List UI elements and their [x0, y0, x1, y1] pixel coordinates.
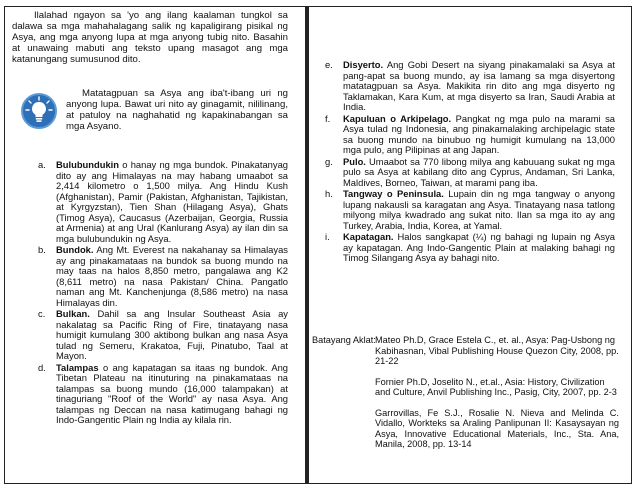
references-label: Batayang Aklat:	[312, 335, 376, 345]
reference-entry: Garrovillas, Fe S.J., Rosalie N. Nieva and Melinda C. Vidallo, Workteks sa Araling Panlipunan II: Kasaysayan ng Asya, Innovative Educational Materials, Inc., Sta. Ana, Manila, 2008, pp. 13-14	[375, 407, 619, 449]
list-item: e. Disyerto. Ang Gobi Desert na siyang pinakamalaki sa Asya at pang-apat sa buong mundo, ay isa lamang sa mga disyertong matatagpuan sa Asya. Makikita rin dito ang mga disyerto ng Taklamakan, Kara Kum, at mga disyerto sa Iran, Saudi Arabia at India.	[325, 59, 615, 112]
list-item: d. Talampas o ang kapatagan sa itaas ng bundok. Ang Tibetan Plateau na itinuturing na pinakamataas na talampas sa buong mundo (16,000 talampakan) at tinaguriang "Roof of the World" ay nasa Asya. Ang talampas ng Deccan na nasa katimugang bahagi ng Indo-Gangentic Plain ng India ay kilala rin.	[38, 361, 288, 425]
list-item: c. Bulkan. Dahil sa ang Insular Southeast Asia ay nakalatag sa Pacific Ring of Fire, tinatayang nasa humigit kumulang 300 aktibong bulkan ang nasa Asya tulad ng Semeru, Krakatoa, Fuji, Pinatubo, Taal at Mayon.	[38, 308, 288, 361]
reference-entry: Mateo Ph.D, Grace Estela C., et. al., Asya: Pag-Usbong ng Kabihasnan, Vibal Publishing House Quezon City, 2008, pp. 21-22	[375, 335, 619, 366]
references-list	[375, 335, 619, 460]
intro-paragraph: Ilalahad ngayon sa 'yo ang ilang kaalaman tungkol sa dalawa sa mga mahahalagang salik ng kapaligirang pisikal ng Asya, ang mga anyong lupa at mga anyong tubig nito. Basahin at unawaing mabuti ang teksto upang masagot ang mga katanungang sumusunod dito.	[12, 10, 288, 65]
callout-paragraph: Matatagpuan sa Asya ang iba't-ibang uri ng anyong lupa. Bawat uri nito ay ginagamit, nililinang, at patuloy na naghahatid ng kapakinabangan sa mga Asyano.	[66, 88, 288, 132]
left-landform-list	[38, 159, 288, 427]
lightbulb-icon	[20, 92, 58, 130]
right-landform-list	[325, 59, 616, 265]
list-item: h. Tangway o Peninsula. Lupain din ng mga tangway o anyong lupang nakausli sa karagatan ang Asya. Tinatayang nasa tatlong milyong milya kwadrado ang sukat nito. Ilan sa mga ito ay ang Turkey, Arabia, India, Korea, at Yamal.	[325, 188, 616, 231]
reference-entry: Fornier Ph.D, Joselito N., et.al., Asia: History, Civilization and Culture, Anvil Publishing Inc., Pasig, City, 2007, pp. 2-3	[375, 376, 617, 397]
list-item: g. Pulo. Umaabot sa 770 libong milya ang kabuuang sukat ng mga pulo sa Asya at kabilang dito ang Cyprus, Andaman, Sri Lanka, Maldives, Borneo, Taiwan, at marami pang iba.	[325, 155, 615, 188]
list-item: i. Kapatagan. Halos sangkapat (¼) ng bahagi ng lupain ng Asya ay kapatagan. Ang Indo-Gangentic Plain at malaking bahagi ng Timog Silangang Asya ay bahagi nito.	[325, 231, 615, 263]
list-item: b. Bundok. Ang Mt. Everest na nakahanay sa Himalayas ay ang pinakamataas na bundok sa buong mundo na may taas na halos 8,850 metro, pangalawa ang K2 (8,611 metro) na nasa Pakistan/ China. Pangatlo naman ang Mt. Kanchenjunga (8,586 metro) na nasa Himalayas din.	[38, 244, 288, 308]
list-item: a. Bulubundukin o hanay ng mga bundok. Pinakatanyag dito ay ang Himalayas na may habang umaabot sa 2,414 kilometro o 1,500 milya. Ang Hindu Kush (Afghanistan), Pamir (Pakistan, Afghanistan, Tajikistan, at Kyrgyzstan), Tien Shan (Hilagang Asya), Ghats (Timog Asya), Caucasus (Azerbaijan, Georgia, Russia at Armenia) at ang Ural (Kanlurang Asya) ay ilan din sa mga bulubundukin ng Asya.	[38, 159, 288, 244]
list-item: f. Kapuluan o Arkipelago. Pangkat ng mga pulo na marami sa Asya tulad ng Indonesia, ang pinakamalaking archipelagic state sa buong mundo na binubuo ng humigit kumulang na 13,000 mga pulo, ang Pilipinas at ang Japan.	[325, 112, 615, 155]
